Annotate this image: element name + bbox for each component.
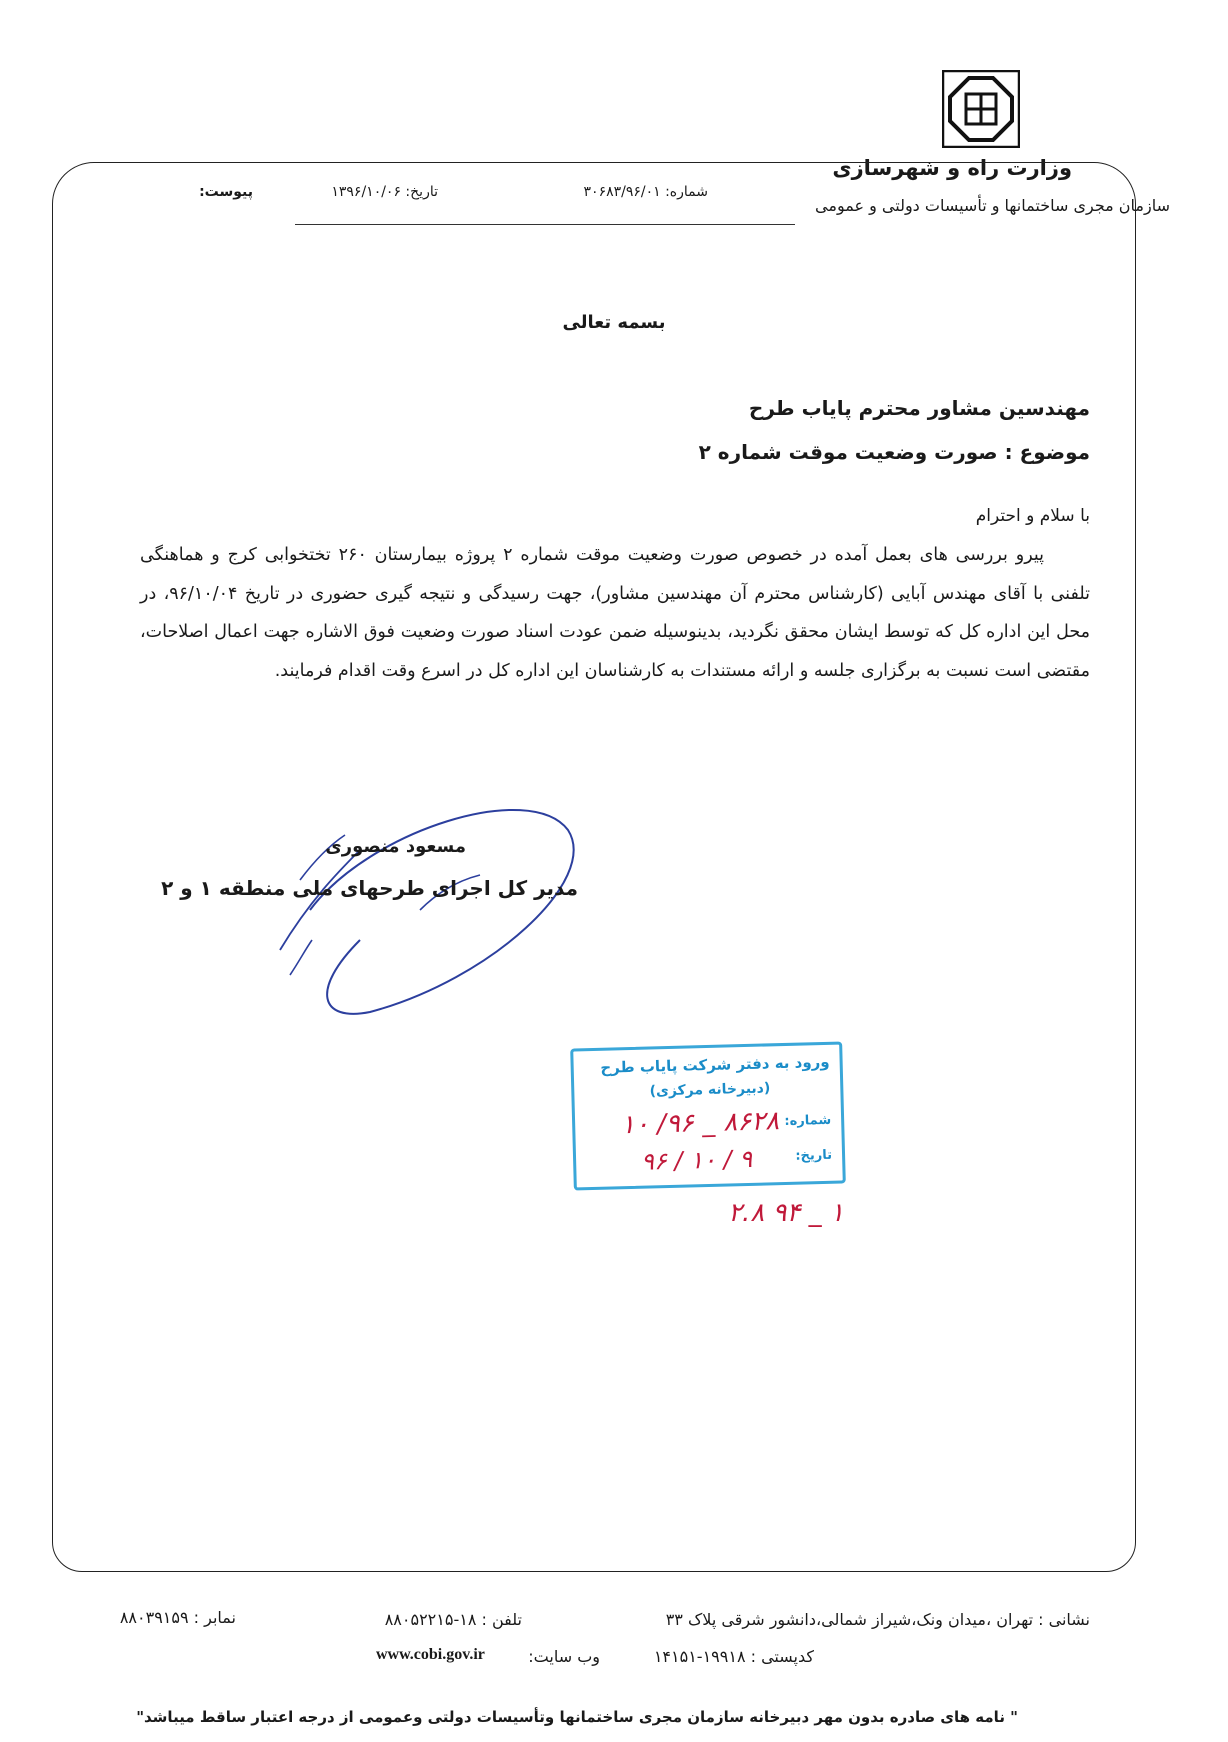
addressee: مهندسین مشاور محترم پاياب طرح (748, 396, 1090, 420)
footer-validity-note: " نامه های صادره بدون مهر دبیرخانه سازمان مجری ساختمانها وتأسیسات دولتی وعمومی از درجه اعتبار ساقط میباشد" (136, 1708, 1018, 1726)
footer-postcode: کدپستی : ۱۹۹۱۸-۱۴۱۵۱ (653, 1647, 814, 1666)
receipt-stamp (570, 1041, 846, 1190)
stamp-number-label: شماره: (784, 1112, 832, 1129)
stamp-date-label: تاریخ: (795, 1147, 833, 1164)
letter-number: شماره: ۳۰۶۸۳/۹۶/۰۱ (583, 184, 708, 200)
signer-name: مسعود منصوری (325, 836, 466, 857)
subject-line: موضوع : صورت وضعیت موقت شماره ۲ (698, 440, 1090, 464)
salutation: با سلام و احترام (975, 506, 1090, 526)
footer-fax: نمابر : ۸۸۰۳۹۱۵۹ (119, 1608, 236, 1627)
attachment-label: پیوست: (199, 184, 253, 200)
handwritten-signature-icon (250, 790, 590, 1020)
footer-website-label: وب سایت: (528, 1647, 600, 1666)
stamp-number-value: ۸۶۲۸ _ ۹۶/ ۱۰ (620, 1106, 780, 1141)
header-divider (295, 224, 795, 225)
handwritten-reference: ۱ _ ۹۴ ۲.۸ (728, 1198, 844, 1228)
ministry-logo-icon (942, 70, 1020, 148)
body-paragraph: پیرو بررسی های بعمل آمده در خصوص صورت وضعیت موقت شماره ۲ پروژه بیمارستان ۲۶۰ تختخوابی کرج و هماهنگی تلفنی با آقای مهندس آبایی (کارشناس محترم آن مهندسین مشاور)، جهت رسیدگی و نتیجه گیری حضوری در تاریخ ۹۶/۱۰/۰۴، در محل این اداره کل که توسط ایشان محقق نگردید، بدینوسیله ضمن عودت اسناد صورت وضعیت فوق الاشاره جهت اعمال اصلاحات، مقتضی است نسبت به برگزاری جلسه و ارائه مستندات به کارشناسان این اداره کل در اسرع وقت اقدام فرمایند. (140, 545, 1090, 681)
stamp-subtitle: (دبیرخانه مرکزی) (649, 1080, 771, 1100)
stamp-date-value: ۹ / ۱۰ / ۹۶ (640, 1144, 753, 1176)
letter-frame (52, 162, 1136, 1572)
bismillah-heading: بسمه تعالی (562, 312, 666, 333)
footer-website: www.cobi.gov.ir (376, 1646, 485, 1663)
ministry-name: وزارت راه و شهرسازی (832, 156, 1072, 180)
organization-name: سازمان مجری ساختمانها و تأسیسات دولتی و عمومی (815, 196, 1170, 215)
footer-address: نشانی : تهران ،میدان ونک،شیراز شمالی،دانشور شرقی پلاک ۳۳ (665, 1610, 1090, 1629)
signer-title: مدیر کل اجرای طرحهای ملی منطقه ۱ و ۲ (161, 876, 578, 900)
stamp-title: ورود به دفتر شرکت پاياب طرح (600, 1052, 830, 1077)
letter-body (140, 536, 1090, 690)
letter-date: تاریخ: ۱۳۹۶/۱۰/۰۶ (331, 184, 438, 200)
footer-phone: تلفن : ۱۸-۸۸۰۵۲۲۱۵ (384, 1610, 522, 1629)
